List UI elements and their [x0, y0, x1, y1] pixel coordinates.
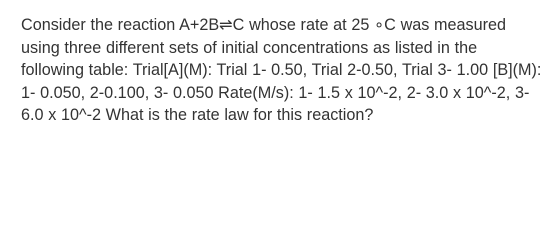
question-text: Consider the reaction A+2B⇌C whose rate at 25 ∘C was measured using three different sets of initial concentrations as listed in the following table: Trial[A](M): Trial 1- 0.50, Trial 2-0.50, Trial 3- 1.00 [B](M): 1- 0.050, 2-0.100, 3- 0.050 Rate(M/s): 1- 1.5 x 10^-2, 2- 3.0 x 10^-2, 3- 6.0 x 10^-2 What is the rate law for this reaction?	[21, 16, 542, 125]
